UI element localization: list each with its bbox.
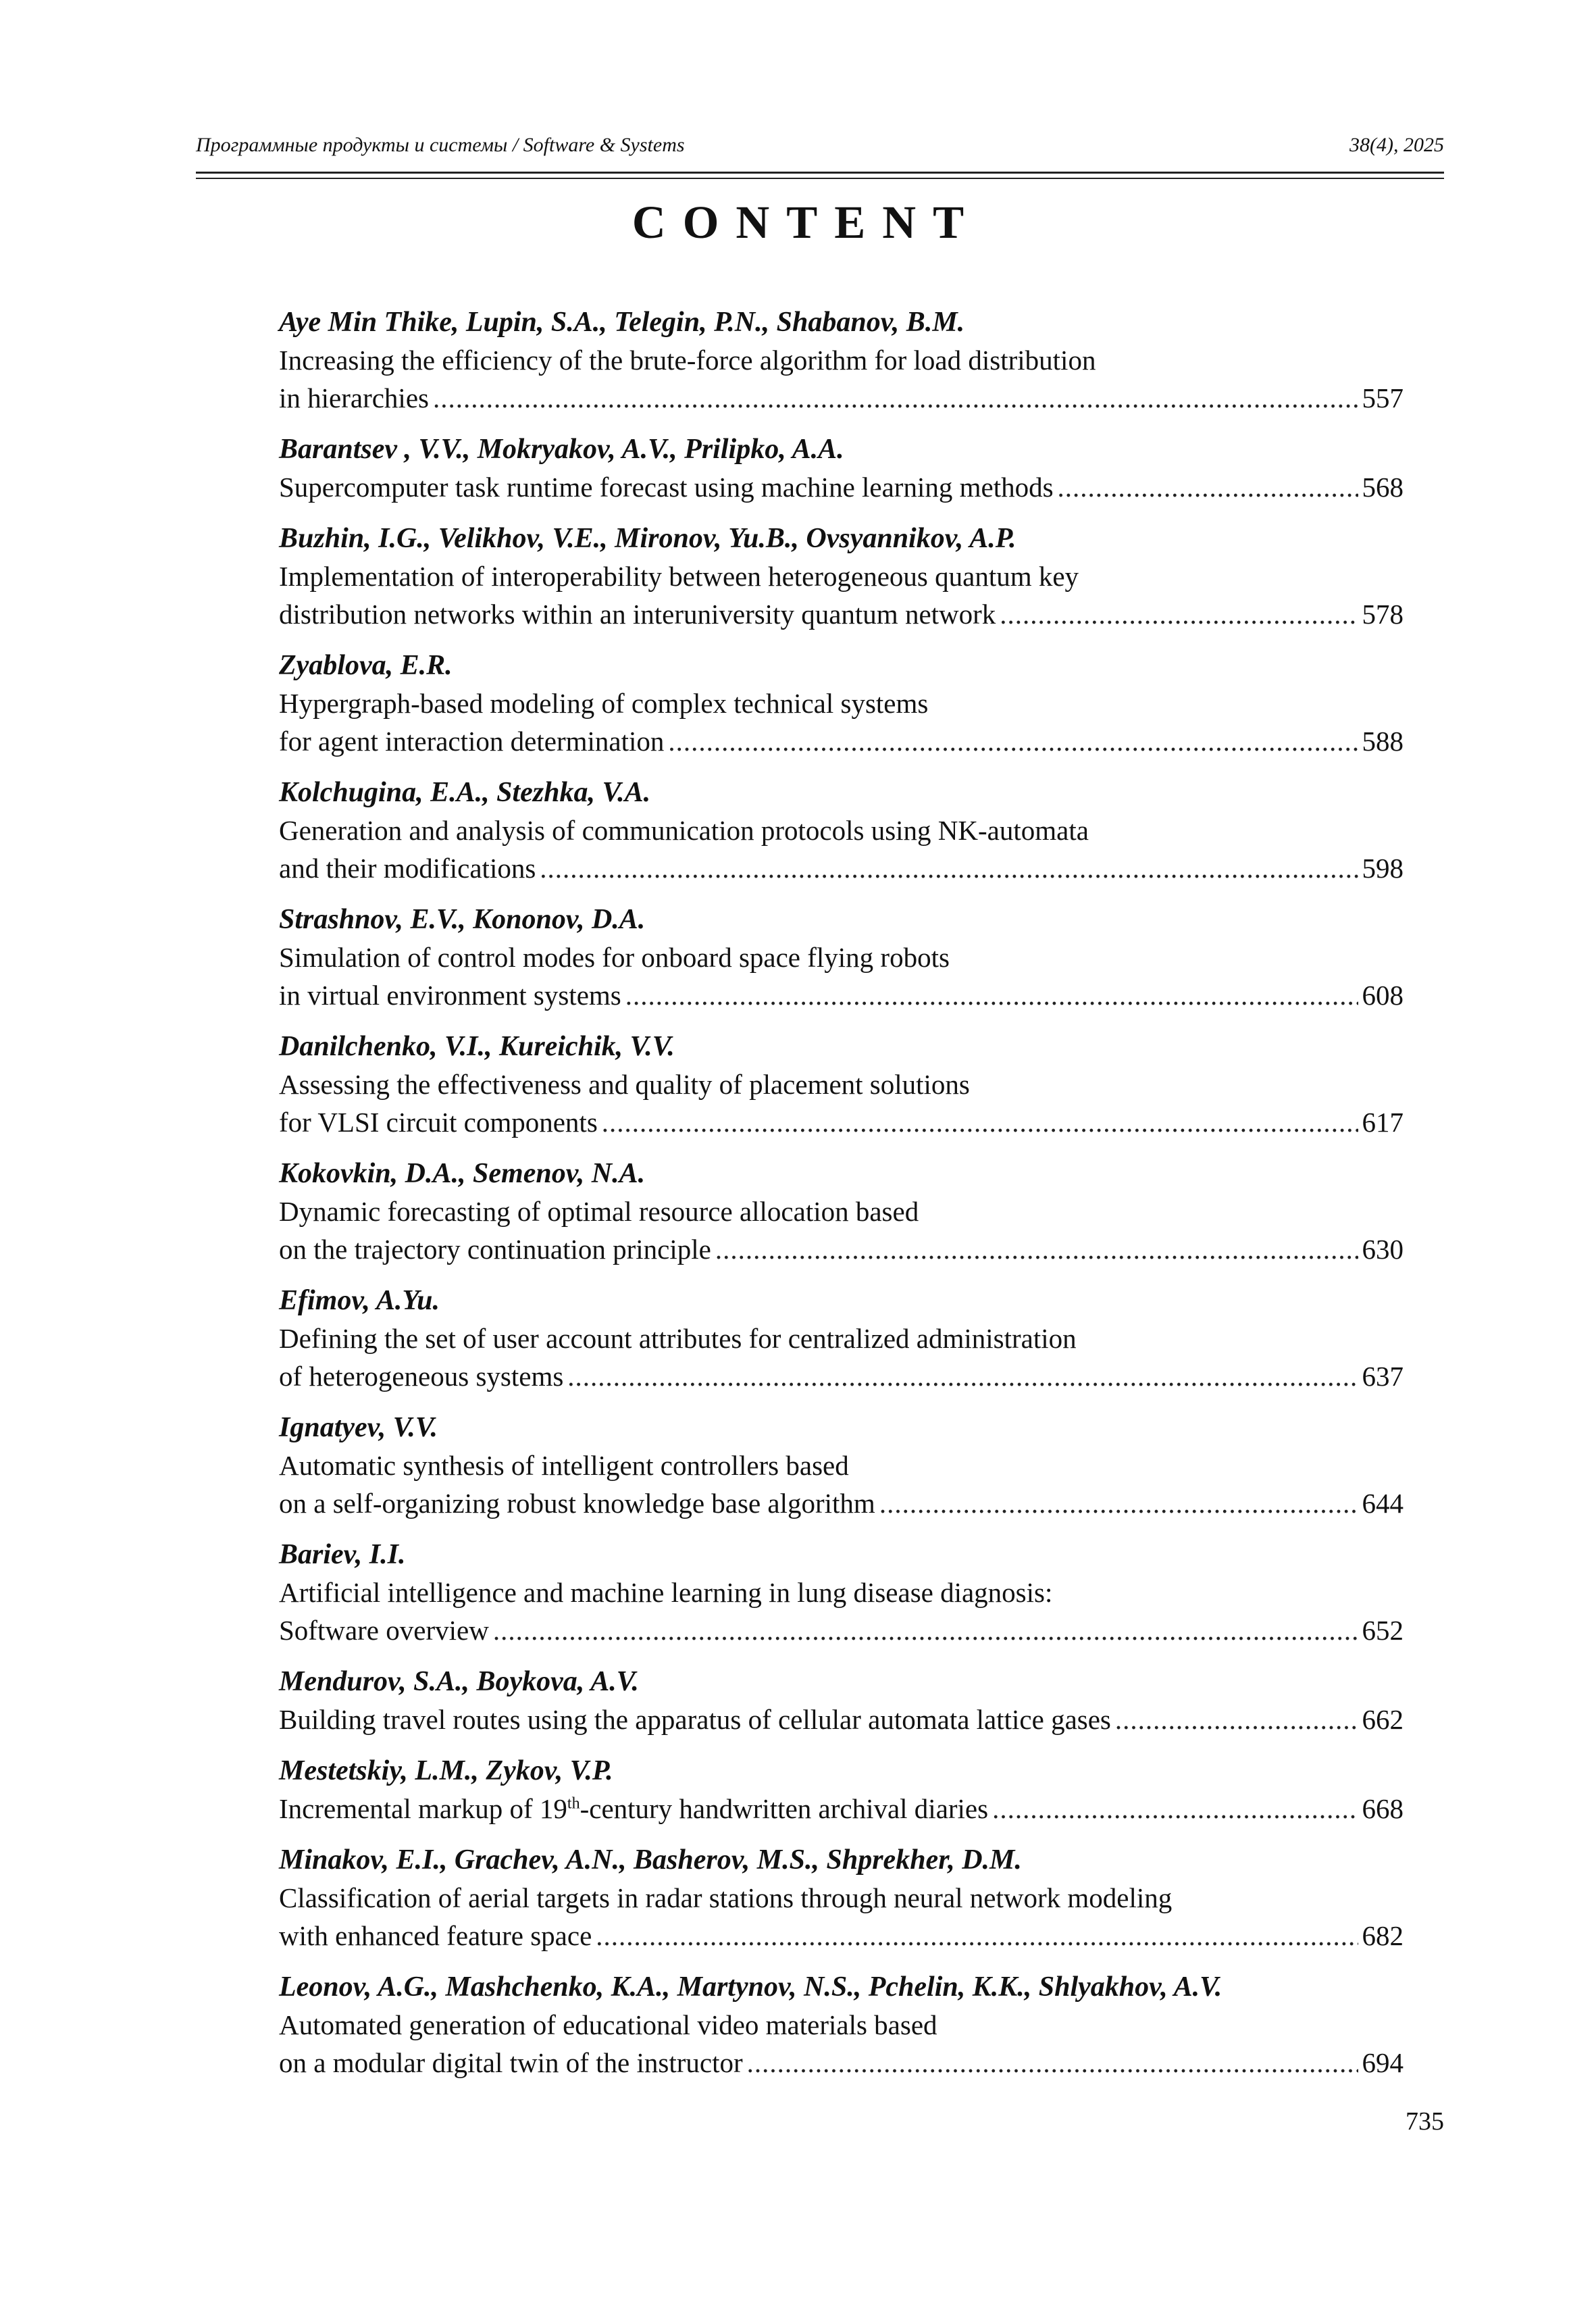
entry-title-line — [279, 1357, 1404, 1395]
toc-entry — [279, 1968, 1404, 2082]
entry-page-link[interactable]: 557 — [1362, 382, 1404, 413]
entry-title-line: Dynamic forecasting of optimal resource allocation based — [279, 1196, 919, 1227]
entry-title-line: Generation and analysis of communication protocols using NK-automata — [279, 815, 1089, 846]
toc-entry — [279, 647, 1404, 760]
dot-leader — [992, 1790, 1358, 1828]
dot-leader — [1000, 595, 1358, 633]
entry-title-text: Supercomputer task runtime forecast using machine learning methods — [279, 472, 1054, 503]
entry-title-text: for VLSI circuit components — [279, 1107, 598, 1138]
entry-title-line: Simulation of control modes for onboard space flying robots — [279, 942, 950, 973]
dot-leader — [433, 379, 1358, 417]
entry-authors: Danilchenko, V.I., Kureichik, V.V. — [279, 1031, 675, 1062]
entry-title-line: Classification of aerial targets in radar stations through neural network modeling — [279, 1882, 1173, 1913]
toc-entry — [279, 1409, 1404, 1522]
entry-title-text: Software overview — [279, 1615, 489, 1646]
entry-authors: Kokovkin, D.A., Semenov, N.A. — [279, 1158, 646, 1189]
entry-title-line: Increasing the efficiency of the brute-force algorithm for load distribution — [279, 345, 1096, 376]
entry-title-line — [279, 379, 1404, 417]
entry-title-line — [279, 849, 1404, 887]
entry-title-text: on a self-organizing robust knowledge base algorithm — [279, 1488, 875, 1519]
entry-authors: Aye Min Thike, Lupin, S.A., Telegin, P.N., Shabanov, B.M. — [279, 307, 965, 338]
entry-page-link[interactable]: 694 — [1362, 2047, 1404, 2078]
entry-title-line: Automatic synthesis of intelligent controllers based — [279, 1450, 849, 1481]
entry-title-text — [279, 1790, 988, 1828]
entry-title-line — [279, 468, 1404, 506]
entry-title-text: on the trajectory continuation principle — [279, 1234, 711, 1265]
issue-info: 38(4), 2025 — [1349, 134, 1444, 156]
dot-leader — [715, 1230, 1358, 1268]
entry-title-text: distribution networks within an interuniversity quantum network — [279, 599, 996, 630]
toc-entry — [279, 774, 1404, 887]
page-number: 735 — [1406, 2107, 1444, 2136]
toc-entry — [279, 1752, 1404, 1828]
running-header — [196, 134, 1444, 164]
entry-authors: Ignatyev, V.V. — [279, 1412, 438, 1443]
entry-title-line — [279, 1917, 1404, 1955]
toc-entry — [279, 1663, 1404, 1738]
entry-page-link[interactable]: 578 — [1362, 599, 1404, 630]
entry-page-link[interactable]: 608 — [1362, 980, 1404, 1011]
entry-page-link[interactable]: 637 — [1362, 1361, 1404, 1392]
entry-title-line — [279, 1103, 1404, 1141]
entry-title-part: Incremental markup of 19 — [279, 1793, 567, 1824]
entry-title-line — [279, 1484, 1404, 1522]
entry-title-line — [279, 1611, 1404, 1649]
dot-leader — [493, 1611, 1358, 1649]
table-of-contents — [279, 303, 1404, 2095]
entry-title-text: on a modular digital twin of the instructor — [279, 2047, 743, 2078]
entry-page-link[interactable]: 568 — [1362, 472, 1404, 503]
entry-title-line — [279, 1701, 1404, 1738]
entry-authors: Barantsev , V.V., Mokryakov, A.V., Prilipko, A.A. — [279, 434, 844, 465]
entry-page-link[interactable]: 652 — [1362, 1615, 1404, 1646]
ordinal-superscript: th — [567, 1794, 580, 1813]
journal-title: Программные продукты и системы / Software & Systems — [196, 134, 685, 156]
toc-entry — [279, 520, 1404, 633]
toc-entry — [279, 430, 1404, 506]
entry-title-line: Artificial intelligence and machine learning in lung disease diagnosis: — [279, 1577, 1053, 1608]
entry-title-line — [279, 976, 1404, 1014]
entry-page-link[interactable]: 598 — [1362, 853, 1404, 884]
entry-authors: Strashnov, E.V., Kononov, D.A. — [279, 904, 646, 935]
entry-title-text: in hierarchies — [279, 382, 429, 413]
entry-title-line: Assessing the effectiveness and quality of placement solutions — [279, 1069, 970, 1100]
dot-leader — [1115, 1701, 1358, 1738]
entry-authors: Leonov, A.G., Mashchenko, K.A., Martynov, N.S., Pchelin, K.K., Shlyakhov, A.V. — [279, 1971, 1222, 2003]
toc-entry — [279, 1155, 1404, 1268]
entry-title-text: of heterogeneous systems — [279, 1361, 564, 1392]
toc-entry — [279, 1282, 1404, 1395]
entry-title-line — [279, 1230, 1404, 1268]
toc-entry — [279, 1841, 1404, 1955]
header-rule-bottom — [196, 178, 1444, 179]
dot-leader — [540, 849, 1358, 887]
entry-authors: Bariev, I.I. — [279, 1539, 406, 1570]
entry-authors: Efimov, A.Yu. — [279, 1285, 440, 1316]
entry-title-text: and their modifications — [279, 853, 536, 884]
header-rule-top — [196, 172, 1444, 174]
entry-title-text: with enhanced feature space — [279, 1920, 592, 1951]
entry-title-line — [279, 722, 1404, 760]
entry-title-line: Automated generation of educational video materials based — [279, 2009, 937, 2040]
entry-page-link[interactable]: 668 — [1362, 1793, 1404, 1824]
toc-entry — [279, 1028, 1404, 1141]
toc-entry — [279, 1536, 1404, 1649]
entry-title-text: in virtual environment systems — [279, 980, 621, 1011]
entry-page-link[interactable]: 682 — [1362, 1920, 1404, 1951]
entry-page-link[interactable]: 644 — [1362, 1488, 1404, 1519]
dot-leader — [596, 1917, 1358, 1955]
dot-leader — [602, 1103, 1358, 1141]
entry-authors: Kolchugina, E.A., Stezhka, V.A. — [279, 777, 651, 808]
entry-title-line — [279, 2044, 1404, 2082]
dot-leader — [625, 976, 1358, 1014]
dot-leader — [879, 1484, 1358, 1522]
entry-authors: Minakov, E.I., Grachev, A.N., Basherov, M.S., Shprekher, D.M. — [279, 1844, 1022, 1876]
entry-authors: Mestetskiy, L.M., Zykov, V.P. — [279, 1755, 613, 1786]
entry-title-line: Defining the set of user account attributes for centralized administration — [279, 1323, 1077, 1354]
entry-page-link[interactable]: 630 — [1362, 1234, 1404, 1265]
dot-leader — [747, 2044, 1358, 2082]
entry-title-part: -century handwritten archival diaries — [580, 1793, 989, 1824]
entry-page-link[interactable]: 588 — [1362, 726, 1404, 757]
entry-title-text: for agent interaction determination — [279, 726, 665, 757]
entry-title-text: Building travel routes using the apparatus of cellular automata lattice gases — [279, 1704, 1111, 1735]
dot-leader — [567, 1357, 1358, 1395]
entry-authors: Zyablova, E.R. — [279, 650, 453, 681]
entry-title-line: Hypergraph-based modeling of complex technical systems — [279, 688, 929, 719]
entry-title-line — [279, 1790, 1404, 1828]
entry-title-line — [279, 595, 1404, 633]
entry-authors: Buzhin, I.G., Velikhov, V.E., Mironov, Yu.B., Ovsyannikov, A.P. — [279, 523, 1016, 554]
toc-entry — [279, 901, 1404, 1014]
entry-title-line: Implementation of interoperability between heterogeneous quantum key — [279, 561, 1079, 592]
dot-leader — [668, 722, 1358, 760]
toc-entry — [279, 303, 1404, 417]
page-title: CONTENT — [632, 197, 981, 248]
entry-page-link[interactable]: 617 — [1362, 1107, 1404, 1138]
entry-page-link[interactable]: 662 — [1362, 1704, 1404, 1735]
entry-authors: Mendurov, S.A., Boykova, A.V. — [279, 1666, 639, 1697]
dot-leader — [1058, 468, 1358, 506]
